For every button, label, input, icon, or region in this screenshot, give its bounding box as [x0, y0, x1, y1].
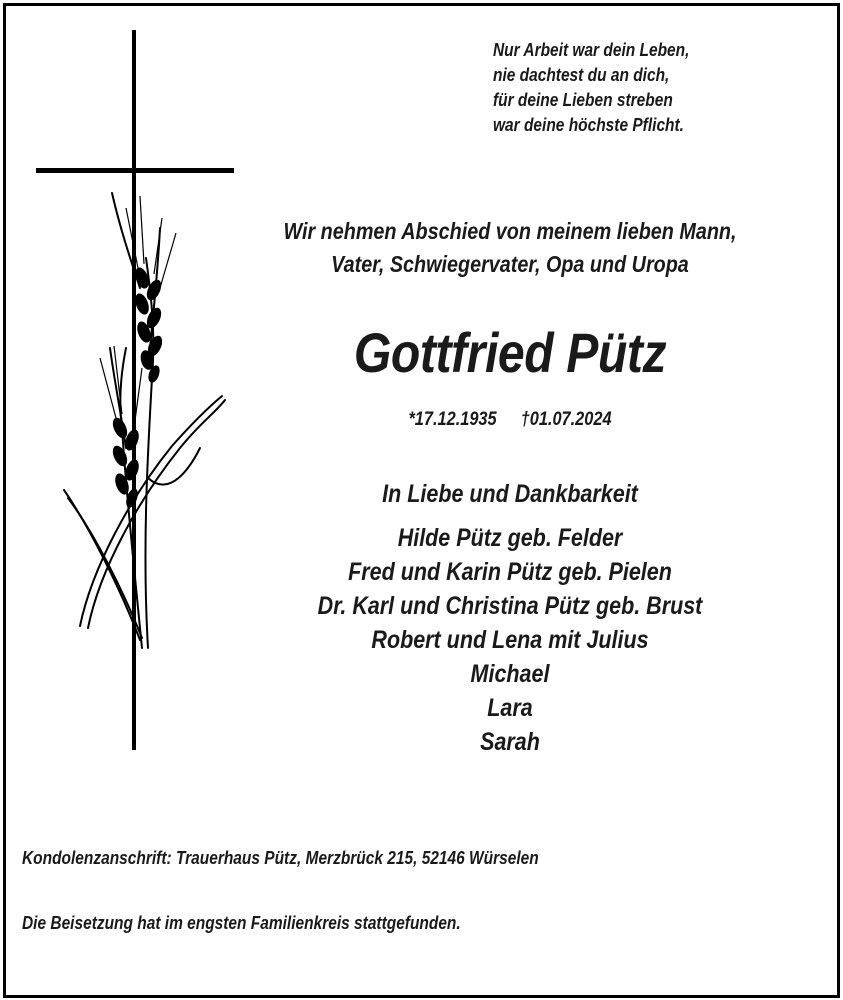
mourner: Robert und Lena mit Julius — [371, 626, 649, 654]
poem-line: nie dachtest du an dich, — [493, 65, 670, 85]
mourner: Lara — [487, 694, 533, 722]
birth-date: *17.12.1935 — [408, 409, 497, 430]
poem-line: Nur Arbeit war dein Leben, — [493, 40, 690, 60]
mourner: Hilde Pütz geb. Felder — [397, 524, 623, 552]
mourners-list — [235, 521, 785, 759]
poem — [493, 38, 689, 138]
deceased-name: Gottfried Pütz — [353, 321, 667, 384]
gratitude-line: In Liebe und Dankbarkeit — [382, 480, 638, 508]
mourner: Sarah — [480, 728, 540, 756]
mourner: Michael — [470, 660, 550, 688]
life-dates — [295, 407, 725, 433]
condolence-address: Kondolenzanschrift: Trauerhaus Pütz, Merzbrück 215, 52146 Würselen — [22, 848, 539, 868]
cross-with-wheat-icon — [30, 28, 240, 758]
death-date: †01.07.2024 — [520, 409, 612, 430]
farewell-intro — [235, 215, 785, 281]
intro-line-2: Vater, Schwiegervater, Opa und Uropa — [331, 251, 689, 277]
mourner: Dr. Karl und Christina Pütz geb. Brust — [317, 592, 703, 620]
burial-note: Die Beisetzung hat im engsten Familienkreis stattgefunden. — [22, 913, 461, 933]
mourner: Fred und Karin Pütz geb. Pielen — [348, 558, 672, 586]
intro-line-1: Wir nehmen Abschied von meinem lieben Mann, — [283, 218, 737, 244]
poem-line: war deine höchste Pflicht. — [493, 115, 684, 135]
poem-line: für deine Lieben streben — [493, 90, 673, 110]
